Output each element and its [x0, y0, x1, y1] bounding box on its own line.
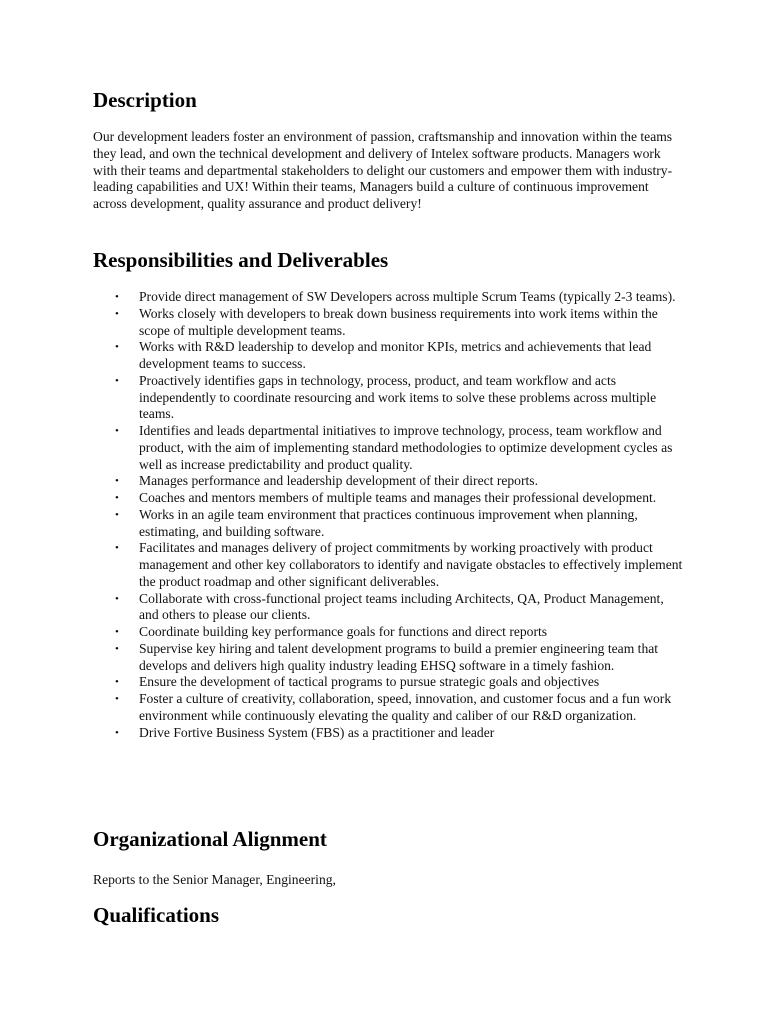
bullet-icon: • — [115, 592, 119, 605]
bullet-icon: • — [115, 492, 119, 504]
list-item-text: Coordinate building key performance goals for functions and direct reports — [139, 624, 548, 639]
responsibilities-heading: Responsibilities and Deliverables — [93, 248, 389, 272]
bullet-icon: • — [115, 693, 119, 705]
list-item — [93, 591, 683, 625]
organizational-alignment-heading: Organizational Alignment — [93, 827, 327, 851]
bullet-icon: • — [115, 374, 119, 387]
responsibilities-list — [93, 289, 683, 741]
list-item-text: Collaborate with cross-functional project teams including Architects, QA, Product Management, and others to please our clients. — [139, 590, 664, 623]
bullet-icon: • — [115, 642, 119, 655]
list-item — [93, 507, 683, 541]
list-item — [93, 473, 683, 490]
list-item — [93, 674, 683, 691]
list-item-text: Works with R&D leadership to develop and monitor KPIs, metrics and achievements that lead development teams to success. — [139, 339, 652, 371]
list-item-text: Drive Fortive Business System (FBS) as a practitioner and leader — [139, 724, 495, 740]
bullet-icon: • — [115, 291, 119, 303]
list-item-text: Coaches and mentors members of multiple teams and manages their professional development. — [139, 490, 657, 505]
bullet-icon: • — [115, 508, 119, 521]
list-item-text: Proactively identifies gaps in technology, process, product, and team workflow and acts independently to coordinate resourcing and work items to solve these problems across multiple teams. — [139, 372, 657, 422]
description-paragraph: Our development leaders foster an environment of passion, craftsmanship and innovation within the teams they lead, and own the technical development and delivery of Intelex software products. Managers work with their teams and departmental stakeholders to delight our customers and empower them with industry-leading capabilities and UX! Within their teams, Managers build a culture of continuous improvement across development, quality assurance and product delivery! — [93, 129, 673, 212]
list-item — [93, 339, 683, 373]
list-item-text: Identifies and leads departmental initiatives to improve technology, process, team workflow and product, with the aim of implementing standard methodologies to optimize development cycles as well as increase predictability and product quality. — [139, 423, 673, 472]
list-item — [93, 289, 683, 306]
list-item — [93, 725, 683, 742]
list-item-text: Provide direct management of SW Developers across multiple Scrum Teams (typically 2-3 teams). — [139, 289, 676, 304]
list-item — [93, 373, 683, 423]
list-item — [93, 624, 683, 641]
list-item-text: Works closely with developers to break down business requirements into work items within the scope of multiple development teams. — [139, 305, 658, 338]
list-item — [93, 306, 683, 340]
list-item-text: Supervise key hiring and talent development programs to build a premier engineering team that develops and delivers high quality industry leading EHSQ software in a timely fashion. — [139, 640, 659, 673]
list-item-text: Ensure the development of tactical programs to pursue strategic goals and objectives — [139, 674, 600, 690]
organizational-alignment-paragraph: Reports to the Senior Manager, Engineering, — [93, 872, 336, 887]
bullet-icon: • — [115, 542, 119, 555]
bullet-icon: • — [115, 626, 119, 638]
list-item-text: Works in an agile team environment that practices continuous improvement when planning, estimating, and building software. — [139, 506, 638, 539]
list-item — [93, 641, 683, 675]
list-item — [93, 540, 683, 590]
qualifications-heading: Qualifications — [93, 903, 220, 927]
bullet-icon: • — [115, 475, 119, 488]
list-item-text: Facilitates and manages delivery of project commitments by working proactively with product management and other key collaborators to identify and navigate obstacles to effectively implement the product roadmap and other significant deliverables. — [139, 540, 683, 589]
bullet-icon: • — [115, 726, 119, 739]
description-heading: Description — [93, 88, 197, 112]
bullet-icon: • — [115, 676, 119, 689]
bullet-icon: • — [115, 341, 119, 354]
bullet-icon: • — [115, 425, 119, 437]
bullet-icon: • — [115, 307, 119, 320]
list-item — [93, 490, 683, 507]
list-item-text: Foster a culture of creativity, collaboration, speed, innovation, and customer focus and a fun work environment while continuously elevating the quality and caliber of our R&D organization. — [139, 691, 672, 723]
list-item — [93, 423, 683, 473]
list-item — [93, 691, 683, 725]
list-item-text: Manages performance and leadership development of their direct reports. — [139, 473, 538, 489]
